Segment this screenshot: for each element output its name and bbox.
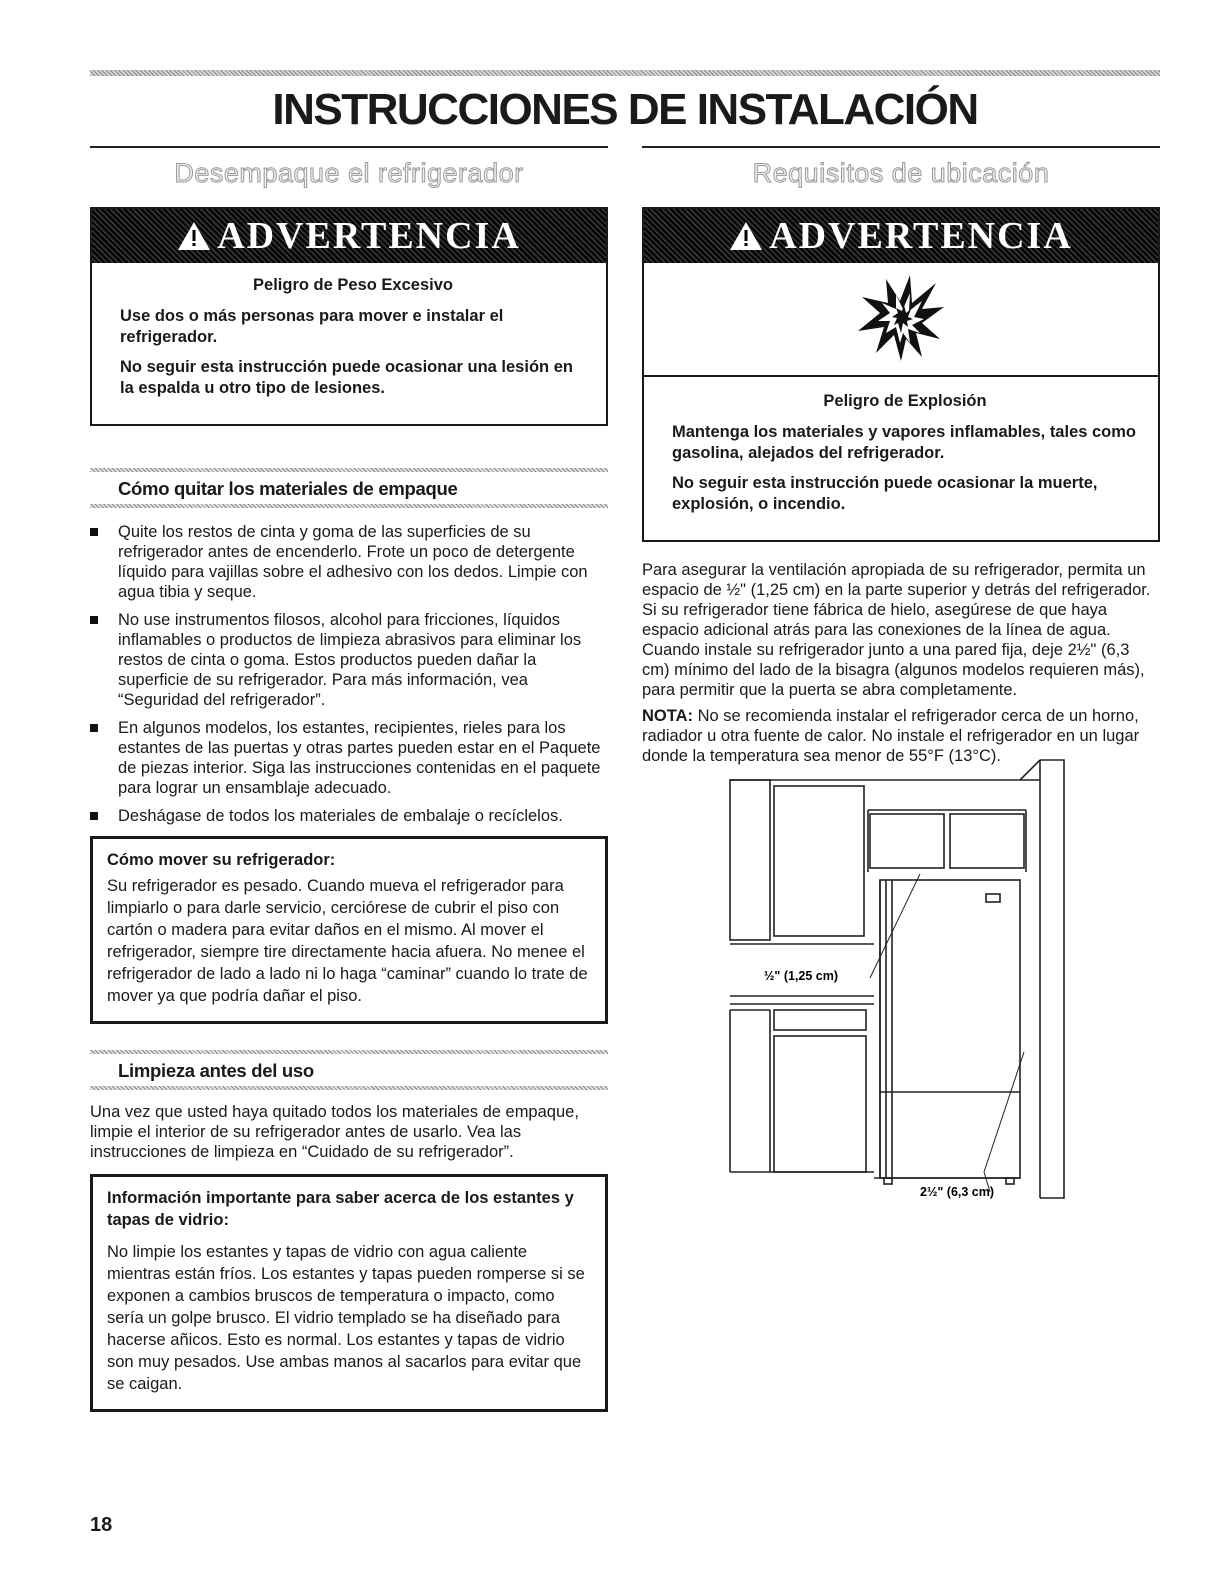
warning-triangle-icon: [729, 221, 763, 251]
note-text: No se recomienda instalar el refrigerador cerca de un horno, radiador u otra fuente de calor. No instale el refrigerador en un lugar donde la temperatura sea menor de 55°F (13°C).: [642, 707, 1140, 765]
list-item-text: En algunos modelos, los estantes, recipientes, rieles para los estantes de las puertas y otras partes pueden estar en el Paquete de piezas interior. Siga las instrucciones contenidas en el paquete para lograr un ensamblaje adecuado.: [118, 719, 601, 797]
list-item-text: No use instrumentos filosos, alcohol para fricciones, líquidos inflamables o productos de limpieza abrasivos para eliminar los restos de cinta o goma. Estos productos pueden dañar la superficie de su refrigerador. Para más información, vea “Seguridad del refrigerador”.: [118, 611, 582, 709]
page-number: 18: [90, 1514, 113, 1536]
page-title: INSTRUCCIONES DE INSTALACIÓN: [272, 85, 978, 134]
list-item-text: Quite los restos de cinta y goma de las superficies de su refrigerador antes de encenderlo. Frote un poco de detergente líquido para vajillas sobre el adhesivo con los dedos. Limpie con agua tibia y seque.: [118, 523, 588, 601]
bullet-icon: [90, 528, 98, 536]
packaging-list: [90, 522, 608, 826]
left-column: [90, 146, 608, 1412]
section-heading-location: Requisitos de ubicación: [752, 158, 1050, 188]
list-item: [90, 718, 608, 798]
glass-body: No limpie los estantes y tapas de vidrio con agua caliente mientras están fríos. Los estantes y tapas pueden romperse si se exponen a cambios bruscos de temperatura o impacto, como sería un golpe brusco. El vidrio templado se ha diseñado para hacerse añicos. Esto es normal. Los estantes y tapas de vidrio son muy pesados. Use ambas manos al sacarlos para evitar que se caigan.: [107, 1243, 585, 1393]
moving-body: Su refrigerador es pesado. Cuando mueva el refrigerador para limpiarlo o para darle servicio, cerciórese de cubrir el piso con cartón o madera para evitar daños en el mismo. Al mover el refrigerador, siempre tire directamente hacia afuera. No menee el refrigerador de lado a lado ni lo haga “caminar” cuando lo trate de mover ya que podría dañar el piso.: [107, 877, 588, 1005]
warning-title: Peligro de Explosión: [823, 392, 987, 410]
bullet-icon: [90, 724, 98, 732]
section-heading-unpack: Desempaque el refrigerador: [174, 158, 524, 188]
section-rule: [642, 146, 1160, 148]
right-column: [642, 146, 1160, 772]
warning-title: Peligro de Peso Excesivo: [253, 276, 453, 294]
warning-banner: [644, 209, 1158, 263]
cleaning-body: Una vez que usted haya quitado todos los materiales de empaque, limpie el interior de su refrigerador antes de usarlo. Vea las instrucciones de limpieza en “Cuidado de su refrigerador”.: [90, 1103, 579, 1161]
section-rule: [90, 146, 608, 148]
top-clearance-label: ½" (1,25 cm): [764, 969, 839, 983]
explosion-symbol-area: [644, 263, 1158, 377]
list-item: [90, 522, 608, 602]
installation-diagram: [720, 752, 1080, 1212]
glass-title: Información importante para saber acerca de los estantes y tapas de vidrio:: [107, 1189, 574, 1229]
packaging-section: [90, 468, 608, 826]
ventilation-paragraph: Para asegurar la ventilación apropiada de su refrigerador, permita un espacio de ½" (1,25 cm) en la parte superior y detrás del refrigerador. Si su refrigerador tiene fábrica de hielo, asegúrese de que haya espacio adicional atrás para las conexiones de la línea de agua. Cuando instale su refrigerador junto a una pared fija, deje 2½" (6,3 cm) mínimo del lado de la bisagra (algunos modelos requieren más), para permitir que la puerta se abra completamente.: [642, 561, 1151, 699]
subsection-rule: [90, 1086, 608, 1090]
glass-box: [90, 1174, 608, 1412]
bullet-icon: [90, 616, 98, 624]
list-item: [90, 610, 608, 710]
warning-triangle-icon: [177, 221, 211, 251]
side-clearance-label: 2½" (6,3 cm): [920, 1185, 995, 1199]
warning-banner-text: ADVERTENCIA: [769, 215, 1073, 257]
warning-line-2: No seguir esta instrucción puede ocasionar una lesión en la espalda u otro tipo de lesiones.: [120, 358, 573, 397]
list-item: [90, 806, 608, 826]
list-item-text: Deshágase de todos los materiales de embalaje o recíclelos.: [118, 807, 563, 825]
moving-box: [90, 836, 608, 1024]
note-label: NOTA:: [642, 707, 694, 725]
subsection-title-packaging: Cómo quitar los materiales de empaque: [118, 478, 458, 499]
warning-banner-text: ADVERTENCIA: [217, 215, 521, 257]
top-rule: [90, 70, 1160, 76]
bullet-icon: [90, 812, 98, 820]
side-wall: [1040, 760, 1064, 1198]
explosion-icon: [856, 273, 946, 365]
warning-line-1: Use dos o más personas para mover e instalar el refrigerador.: [120, 307, 504, 346]
cleaning-section: [90, 1050, 608, 1162]
warning-line-2: No seguir esta instrucción puede ocasionar la muerte, explosión, o incendio.: [672, 474, 1098, 513]
subsection-title-cleaning: Limpieza antes del uso: [118, 1060, 314, 1081]
warning-line-1: Mantenga los materiales y vapores inflamables, tales como gasolina, alejados del refrigerador.: [672, 423, 1137, 462]
subsection-rule: [90, 504, 608, 508]
moving-title: Cómo mover su refrigerador:: [107, 851, 336, 869]
warning-banner: [92, 209, 606, 263]
warning-box-explosion: [642, 207, 1160, 542]
warning-box-weight: [90, 207, 608, 426]
